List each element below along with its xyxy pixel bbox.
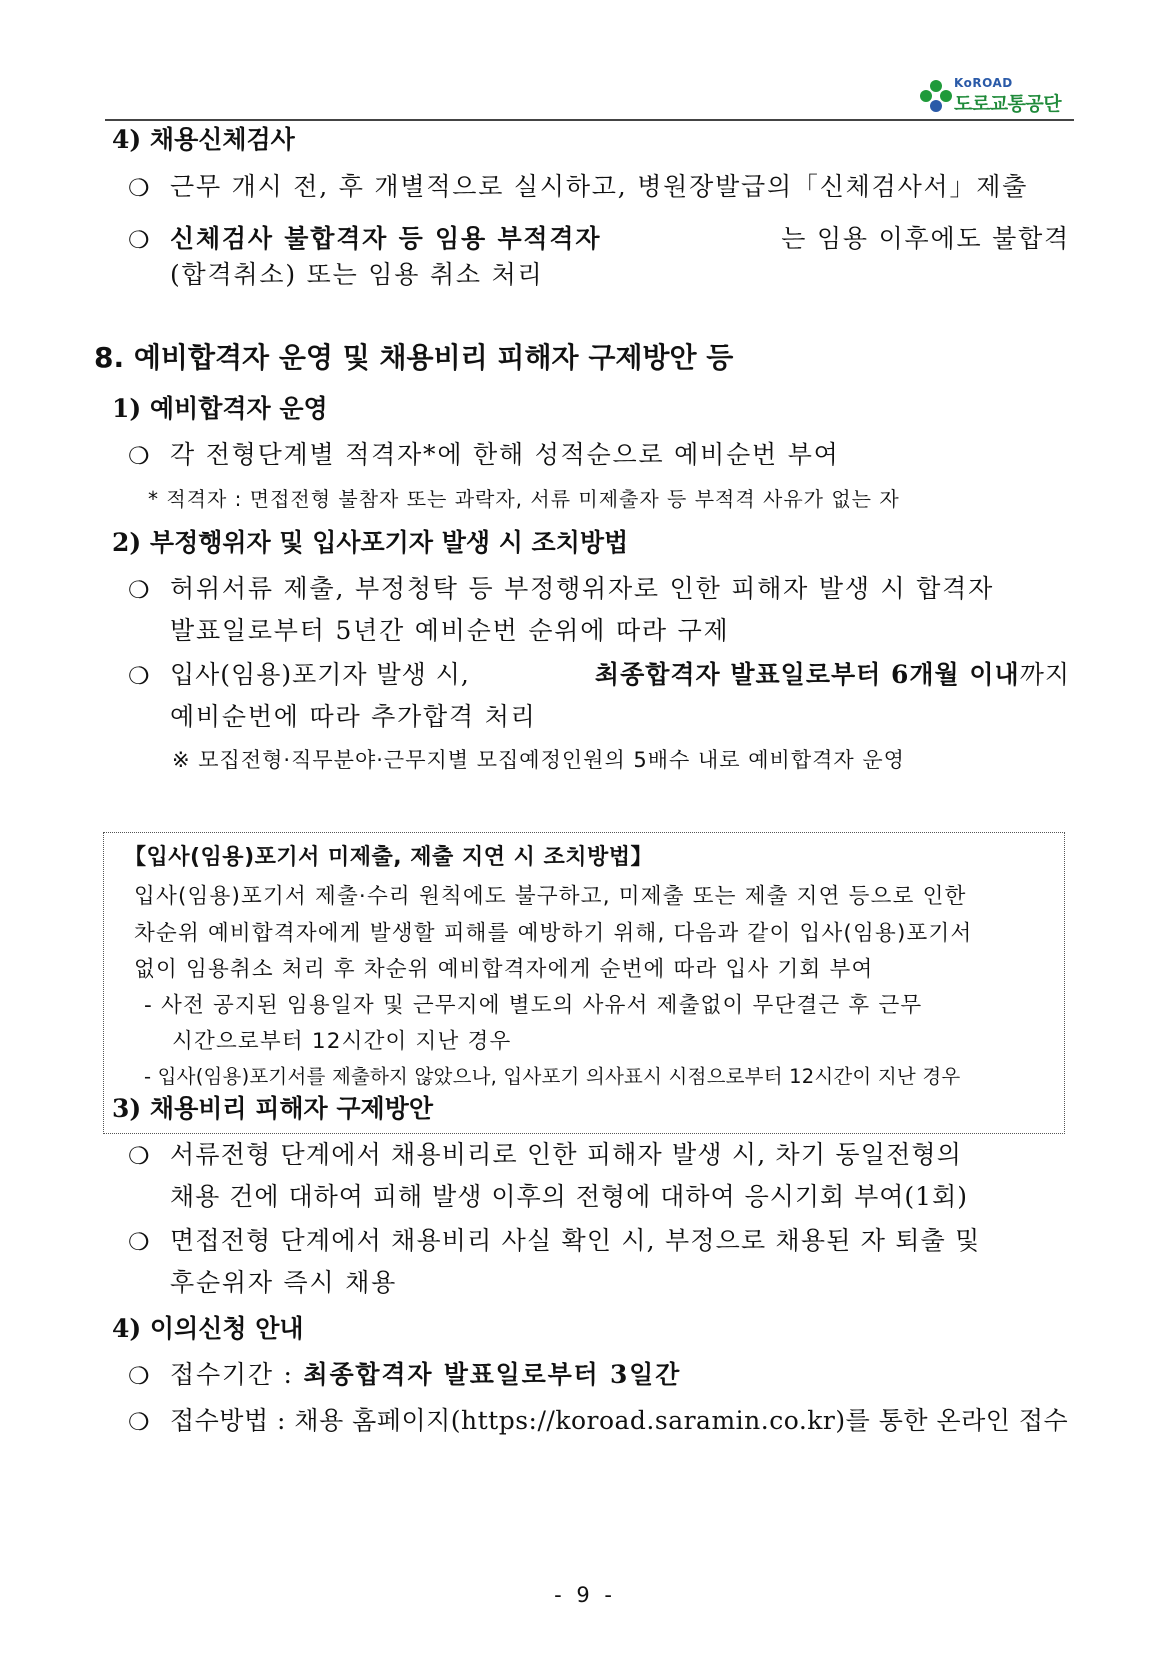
sub-1-footnote: * 적격자 : 면접전형 불참자 또는 과락자, 서류 미제출자 등 부적격 사유가 없는 자 bbox=[148, 487, 900, 511]
sub-2-item-2-post: 까지 bbox=[1019, 660, 1070, 689]
notice-box-line-1: 입사(임용)포기서 제출·수리 원칙에도 불구하고, 미제출 또는 제출 지연 등으로 인한 bbox=[134, 884, 967, 909]
notice-box-line-2: 차순위 예비합격자에게 발생할 피해를 예방하기 위해, 다음과 같이 입사(임용)포기서 bbox=[134, 921, 973, 946]
sub-3-item-1: 서류전형 단계에서 채용비리로 인한 피해자 발생 시, 차기 동일전형의 bbox=[170, 1140, 963, 1169]
notice-box-dash-1: - 사전 공지된 임용일자 및 근무지에 별도의 사유서 제출없이 무단결근 후 근무 bbox=[144, 993, 923, 1018]
sub-4-item-2: 접수방법 : 채용 홈페이지(https://koroad.saramin.co.kr)를 통한 온라인 접수 bbox=[170, 1406, 1069, 1435]
notice-box-dash-2: - 입사(임용)포기서를 제출하지 않았으나, 입사포기 의사표시 시점으로부터 12시간이 지난 경우 bbox=[144, 1065, 961, 1088]
page-number: - 9 - bbox=[554, 1583, 616, 1607]
sub-4-item-1 bbox=[170, 1362, 681, 1387]
bullet-icon: ❍ bbox=[128, 1408, 150, 1436]
section-4-health-check-title: 4) 채용신체검사 bbox=[112, 125, 295, 154]
health-check-item-1: 근무 개시 전, 후 개별적으로 실시하고, 병원장발급의「신체검사서」제출 bbox=[170, 172, 1029, 201]
sub-1-title: 1) 예비합격자 운영 bbox=[112, 394, 328, 423]
sub-2-item-2-pre: 입사(임용)포기자 발생 시, bbox=[170, 660, 470, 689]
sub-2-item-1-cont: 발표일로부터 5년간 예비순번 순위에 따라 구제 bbox=[170, 616, 730, 645]
sub-3-title: 3) 채용비리 피해자 구제방안 bbox=[112, 1094, 433, 1123]
sub-4-item-1-pre: 접수기간 : bbox=[170, 1360, 294, 1389]
bullet-icon: ❍ bbox=[128, 1142, 150, 1170]
three-days-bold-text: 최종합격자 발표일로부터 3일간 bbox=[303, 1360, 682, 1389]
bullet-icon: ❍ bbox=[128, 442, 150, 470]
six-months-bold-text: 최종합격자 발표일로부터 6개월 이내 bbox=[594, 660, 1020, 689]
sub-3-item-2: 면접전형 단계에서 채용비리 사실 확인 시, 부정으로 채용된 자 퇴출 및 bbox=[170, 1226, 981, 1255]
sub-1-item-1: 각 전형단계별 적격자*에 한해 성적순으로 예비순번 부여 bbox=[170, 440, 840, 469]
bullet-icon: ❍ bbox=[128, 576, 150, 604]
bullet-icon: ❍ bbox=[128, 662, 150, 690]
notice-box-title: 【입사(임용)포기서 미제출, 제출 지연 시 조치방법】 bbox=[124, 845, 654, 870]
bullet-icon: ❍ bbox=[128, 1362, 150, 1390]
bullet-icon: ❍ bbox=[128, 174, 150, 202]
koroad-logo bbox=[920, 74, 1070, 118]
health-check-item-2 bbox=[170, 226, 1070, 251]
bullet-icon: ❍ bbox=[128, 1228, 150, 1256]
resignation-notice-box bbox=[103, 832, 1065, 1134]
sub-2-title: 2) 부정행위자 및 입사포기자 발생 시 조치방법 bbox=[112, 528, 629, 557]
health-check-item-2-rest: 는 임용 이후에도 불합격 bbox=[781, 224, 1070, 253]
bullet-icon: ❍ bbox=[128, 226, 150, 254]
section-8-title: 8. 예비합격자 운영 및 채용비리 피해자 구제방안 등 bbox=[94, 341, 734, 374]
unqualified-bold-text: 신체검사 불합격자 등 임용 부적격자 bbox=[170, 224, 602, 253]
sub-4-title: 4) 이의신청 안내 bbox=[112, 1314, 304, 1343]
sub-2-note: ※ 모집전형·직무분야·근무지별 모집예정인원의 5배수 내로 예비합격자 운영 bbox=[172, 748, 905, 772]
sub-3-item-2-cont: 후순위자 즉시 채용 bbox=[170, 1268, 398, 1297]
logo-korean-text: 도로교통공단 bbox=[954, 93, 1062, 115]
logo-english-text: KoROAD bbox=[954, 76, 1013, 90]
sub-2-item-2-cont: 예비순번에 따라 추가합격 처리 bbox=[170, 702, 537, 731]
sub-2-item-1: 허위서류 제출, 부정청탁 등 부정행위자로 인한 피해자 발생 시 합격자 bbox=[170, 574, 995, 603]
clover-logo-icon bbox=[920, 80, 952, 112]
sub-2-item-2 bbox=[170, 662, 1070, 687]
health-check-item-2-cont: (합격취소) 또는 임용 취소 처리 bbox=[170, 260, 544, 289]
header-rule bbox=[105, 119, 1074, 121]
notice-box-line-3: 없이 임용취소 처리 후 차순위 예비합격자에게 순번에 따라 입사 기회 부여 bbox=[134, 957, 874, 982]
notice-box-dash-1-cont: 시간으로부터 12시간이 지난 경우 bbox=[172, 1029, 512, 1054]
sub-3-item-1-cont: 채용 건에 대하여 피해 발생 이후의 전형에 대하여 응시기회 부여(1회) bbox=[170, 1182, 968, 1211]
